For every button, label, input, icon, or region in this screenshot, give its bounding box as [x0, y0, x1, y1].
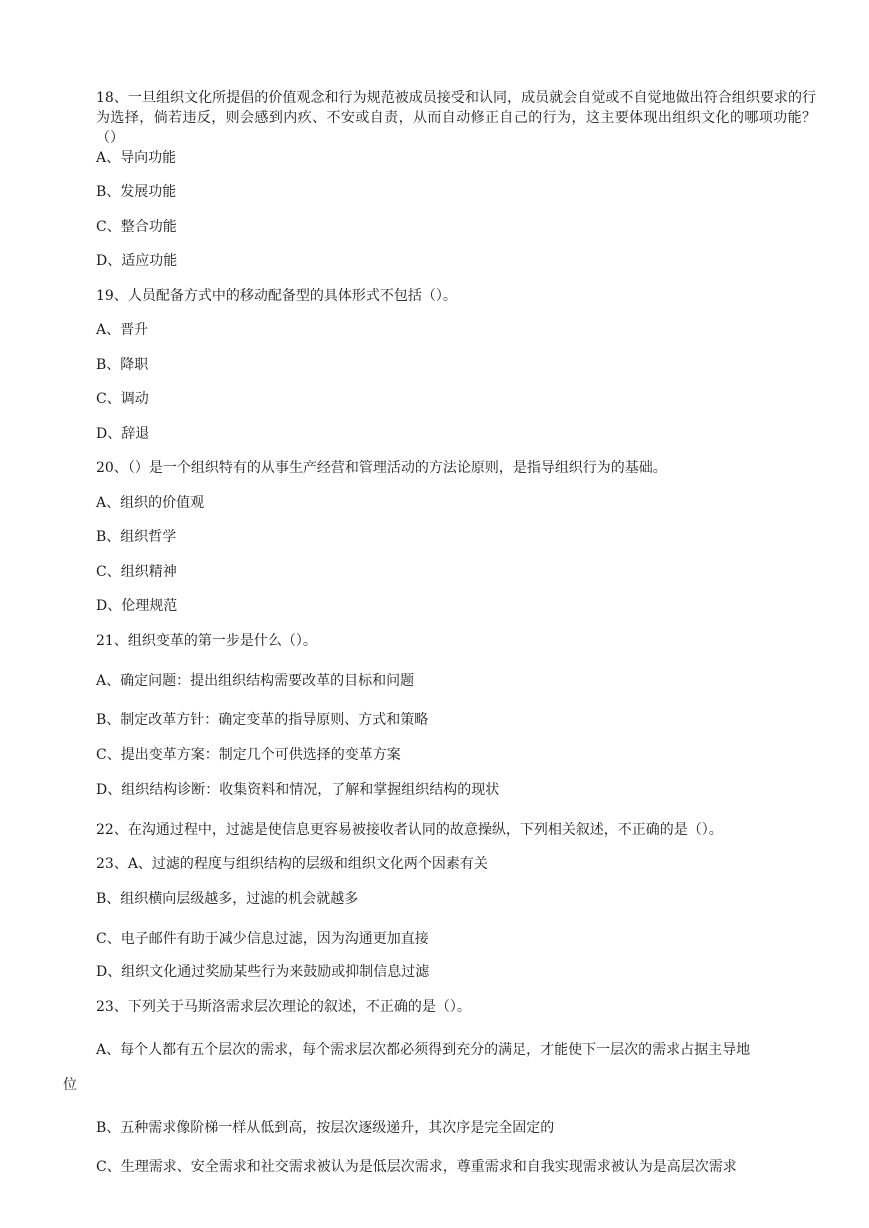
question-23-option-a-continued: 位 — [63, 1077, 77, 1093]
question-23-option-b: B、五种需求像阶梯一样从低到高，按层次逐级递升，其次序是完全固定的 — [96, 1120, 555, 1136]
question-22-option-b: B、组织横向层级越多，过滤的机会就越多 — [96, 891, 359, 907]
question-22-option-c: C、电子邮件有助于减少信息过滤，因为沟通更加直接 — [96, 931, 429, 947]
question-23-option-c: C、生理需求、安全需求和社交需求被认为是低层次需求，尊重需求和自我实现需求被认为是高层次需求 — [96, 1159, 737, 1175]
question-21-text: 21、组织变革的第一步是什么（）。 — [96, 633, 317, 649]
question-20-text: 20、（）是一个组织特有的从事生产经营和管理活动的方法论原则，是指导组织行为的基础。 — [96, 460, 667, 476]
question-20-option-c: C、组织精神 — [96, 564, 177, 580]
question-20-option-d: D、伦理规范 — [96, 598, 178, 614]
question-19-option-c: C、调动 — [96, 391, 149, 407]
question-18-option-b: B、发展功能 — [96, 184, 177, 200]
question-20-option-b: B、组织哲学 — [96, 529, 177, 545]
question-19-option-a: A、晋升 — [96, 322, 149, 338]
question-21-option-b: B、制定改革方针：确定变革的指导原则、方式和策略 — [96, 712, 429, 728]
question-21-option-a: A、确定问题：提出组织结构需要改革的目标和问题 — [96, 673, 415, 689]
question-22-text: 22、在沟通过程中，过滤是使信息更容易被接收者认同的故意操纵，下列相关叙述，不正确的是（）。 — [96, 822, 723, 838]
question-18-option-a: A、导向功能 — [96, 150, 177, 166]
question-19-text: 19、人员配备方式中的移动配备型的具体形式不包括（）。 — [96, 288, 457, 304]
question-23-option-a: A、每个人都有五个层次的需求，每个需求层次都必须得到充分的满足，才能使下一层次的需求占据主导地 — [96, 1042, 751, 1058]
question-20-option-a: A、组织的价值观 — [96, 495, 205, 511]
question-22-option-a: 23、A、过滤的程度与组织结构的层级和组织文化两个因素有关 — [96, 856, 488, 872]
question-18-text: 18、一旦组织文化所提倡的价值观念和行为规范被成员接受和认同，成员就会自觉或不自觉地做出符合组织要求的行为选择，倘若违反，则会感到内疚、不安或自责，从而自动修正自己的行为，这主要体现出组织文化的哪项功能？（） — [96, 90, 816, 146]
question-18-option-c: C、整合功能 — [96, 219, 177, 235]
question-21-option-c: C、提出变革方案：制定几个可供选择的变革方案 — [96, 747, 401, 763]
question-19-option-b: B、降职 — [96, 357, 149, 373]
question-23-text: 23、下列关于马斯洛需求层次理论的叙述，不正确的是（）。 — [96, 999, 471, 1015]
question-21-option-d: D、组织结构诊断：收集资料和情况，了解和掌握组织结构的现状 — [96, 782, 500, 798]
question-19-option-d: D、辞退 — [96, 426, 150, 442]
question-22-option-d: D、组织文化通过奖励某些行为来鼓励或抑制信息过滤 — [96, 964, 430, 980]
question-18-option-d: D、适应功能 — [96, 253, 178, 269]
